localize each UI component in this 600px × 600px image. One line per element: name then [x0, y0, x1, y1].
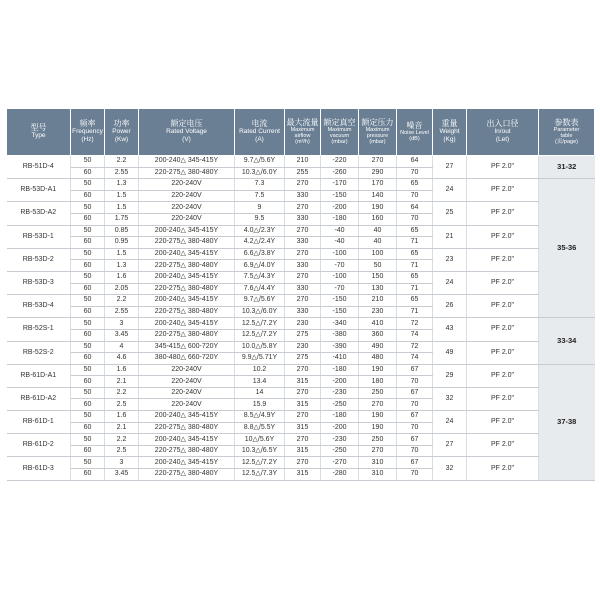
cell-current: 6.6△/3.8Y — [235, 248, 285, 260]
cell-current: 14 — [235, 387, 285, 399]
cell-noise: 70 — [397, 213, 433, 225]
cell-vacuum: -270 — [321, 457, 359, 469]
cell-inout: PF 2.0" — [467, 457, 539, 480]
cell-pressure: 190 — [359, 364, 397, 376]
cell-noise: 70 — [397, 422, 433, 434]
cell-pressure: 410 — [359, 318, 397, 330]
cell-pressure: 250 — [359, 434, 397, 446]
cell-power: 1.6 — [105, 411, 139, 423]
table-row — [7, 202, 595, 214]
cell-voltage: 220-275△ 380-480Y — [139, 469, 235, 481]
cell-frequency: 50 — [71, 248, 105, 260]
cell-airflow: 330 — [285, 190, 321, 202]
cell-airflow: 330 — [285, 306, 321, 318]
cell-weight: 24 — [433, 411, 467, 434]
cell-pressure: 290 — [359, 167, 397, 179]
cell-airflow: 315 — [285, 445, 321, 457]
cell-vacuum: -410 — [321, 353, 359, 365]
cell-pressure: 190 — [359, 411, 397, 423]
cell-power: 1.5 — [105, 190, 139, 202]
cell-frequency: 60 — [71, 329, 105, 341]
cell-noise: 70 — [397, 190, 433, 202]
cell-vacuum: -100 — [321, 248, 359, 260]
cell-airflow: 270 — [285, 434, 321, 446]
cell-current: 4.0△/2.3Y — [235, 225, 285, 237]
cell-power: 2.2 — [105, 156, 139, 168]
cell-frequency: 50 — [71, 202, 105, 214]
cell-airflow: 210 — [285, 156, 321, 168]
cell-type: RB-61D-1 — [7, 411, 71, 434]
cell-voltage: 220-275△ 380-480Y — [139, 283, 235, 295]
table-row — [7, 387, 595, 399]
cell-power: 3.45 — [105, 469, 139, 481]
cell-inout: PF 2.0" — [467, 202, 539, 225]
cell-noise: 67 — [397, 387, 433, 399]
cell-pressure: 40 — [359, 237, 397, 249]
cell-pressure: 480 — [359, 353, 397, 365]
cell-type: RB-52S-2 — [7, 341, 71, 364]
cell-voltage: 200-240△ 345-415Y — [139, 225, 235, 237]
cell-weight: 24 — [433, 271, 467, 294]
cell-noise: 71 — [397, 306, 433, 318]
cell-vacuum: -260 — [321, 167, 359, 179]
cell-weight: 23 — [433, 248, 467, 271]
cell-inout: PF 2.0" — [467, 156, 539, 179]
cell-vacuum: -200 — [321, 422, 359, 434]
cell-pressure: 150 — [359, 271, 397, 283]
cell-inout: PF 2.0" — [467, 295, 539, 318]
cell-voltage: 200-240△ 345-415Y — [139, 457, 235, 469]
cell-frequency: 50 — [71, 318, 105, 330]
cell-pressure: 50 — [359, 260, 397, 272]
cell-current: 4.2△/2.4Y — [235, 237, 285, 249]
cell-airflow: 270 — [285, 271, 321, 283]
table-row — [7, 179, 595, 191]
cell-page: 33-34 — [539, 318, 595, 364]
cell-airflow: 270 — [285, 179, 321, 191]
cell-type: RB-53D-2 — [7, 248, 71, 271]
cell-power: 3 — [105, 457, 139, 469]
cell-power: 1.6 — [105, 364, 139, 376]
cell-voltage: 200-240△ 345-415Y — [139, 411, 235, 423]
cell-current: 10.3△/6.5Y — [235, 445, 285, 457]
cell-power: 2.5 — [105, 445, 139, 457]
cell-airflow: 315 — [285, 469, 321, 481]
cell-vacuum: -200 — [321, 202, 359, 214]
cell-voltage: 220-240V — [139, 364, 235, 376]
cell-pressure: 250 — [359, 387, 397, 399]
cell-airflow: 270 — [285, 457, 321, 469]
cell-pressure: 210 — [359, 295, 397, 307]
cell-frequency: 50 — [71, 225, 105, 237]
cell-current: 13.4 — [235, 376, 285, 388]
cell-voltage: 200-240△ 345-415Y — [139, 156, 235, 168]
cell-current: 7.5△/4.3Y — [235, 271, 285, 283]
cell-pressure: 160 — [359, 213, 397, 225]
cell-pressure: 270 — [359, 445, 397, 457]
cell-pressure: 180 — [359, 376, 397, 388]
cell-voltage: 220-240V — [139, 399, 235, 411]
cell-weight: 25 — [433, 202, 467, 225]
cell-airflow: 275 — [285, 329, 321, 341]
cell-vacuum: -150 — [321, 190, 359, 202]
cell-type: RB-61D-A1 — [7, 364, 71, 387]
cell-vacuum: -170 — [321, 179, 359, 191]
header-current: 电流 Rated Current (A) — [235, 109, 285, 156]
cell-type: RB-61D-A2 — [7, 387, 71, 410]
cell-vacuum: -70 — [321, 283, 359, 295]
cell-weight: 32 — [433, 457, 467, 480]
spec-table-body — [7, 156, 595, 481]
cell-power: 1.5 — [105, 248, 139, 260]
cell-power: 2.55 — [105, 167, 139, 179]
header-noise: 噪音 Noise Level (dB) — [397, 109, 433, 156]
table-row — [7, 434, 595, 446]
cell-voltage: 220-275△ 380-480Y — [139, 306, 235, 318]
cell-vacuum: -180 — [321, 364, 359, 376]
cell-airflow: 330 — [285, 213, 321, 225]
cell-power: 0.85 — [105, 225, 139, 237]
cell-voltage: 220-240V — [139, 202, 235, 214]
cell-airflow: 330 — [285, 283, 321, 295]
cell-pressure: 310 — [359, 469, 397, 481]
cell-noise: 70 — [397, 376, 433, 388]
cell-inout: PF 2.0" — [467, 411, 539, 434]
cell-noise: 65 — [397, 225, 433, 237]
cell-current: 10.3△/6.0Y — [235, 306, 285, 318]
cell-noise: 64 — [397, 156, 433, 168]
cell-current: 10△/5.6Y — [235, 434, 285, 446]
table-row — [7, 295, 595, 307]
cell-noise: 74 — [397, 329, 433, 341]
cell-frequency: 60 — [71, 469, 105, 481]
cell-type: RB-61D-3 — [7, 457, 71, 480]
cell-power: 2.2 — [105, 387, 139, 399]
cell-noise: 67 — [397, 411, 433, 423]
cell-current: 9.9△/5.71Y — [235, 353, 285, 365]
cell-pressure: 360 — [359, 329, 397, 341]
cell-airflow: 270 — [285, 248, 321, 260]
cell-pressure: 100 — [359, 248, 397, 260]
cell-current: 9.7△/5.6Y — [235, 295, 285, 307]
cell-power: 1.75 — [105, 213, 139, 225]
cell-pressure: 190 — [359, 422, 397, 434]
table-row — [7, 341, 595, 353]
cell-current: 10.0△/5.8Y — [235, 341, 285, 353]
cell-type: RB-53D-A2 — [7, 202, 71, 225]
cell-current: 9.5 — [235, 213, 285, 225]
cell-noise: 70 — [397, 399, 433, 411]
cell-current: 7.6△/4.4Y — [235, 283, 285, 295]
header-power: 功率 Power (Kw) — [105, 109, 139, 156]
cell-current: 15.9 — [235, 399, 285, 411]
table-row — [7, 225, 595, 237]
cell-power: 2.2 — [105, 434, 139, 446]
spec-table — [6, 108, 595, 481]
cell-frequency: 60 — [71, 167, 105, 179]
cell-voltage: 200-240△ 345-415Y — [139, 248, 235, 260]
cell-frequency: 50 — [71, 271, 105, 283]
cell-page: 37-38 — [539, 364, 595, 480]
cell-voltage: 220-240V — [139, 376, 235, 388]
cell-power: 2.05 — [105, 283, 139, 295]
cell-vacuum: -250 — [321, 399, 359, 411]
cell-current: 12.5△/7.2Y — [235, 329, 285, 341]
cell-weight: 49 — [433, 341, 467, 364]
cell-vacuum: -380 — [321, 329, 359, 341]
cell-noise: 71 — [397, 260, 433, 272]
table-row — [7, 411, 595, 423]
cell-type: RB-53D-4 — [7, 295, 71, 318]
cell-power: 2.1 — [105, 376, 139, 388]
header-pressure: 额定压力 Maximum pressure (mbar) — [359, 109, 397, 156]
cell-noise: 65 — [397, 248, 433, 260]
header-inout: 出入口径 In/out (Let) — [467, 109, 539, 156]
cell-airflow: 315 — [285, 376, 321, 388]
cell-noise: 70 — [397, 167, 433, 179]
cell-vacuum: -100 — [321, 271, 359, 283]
cell-noise: 74 — [397, 353, 433, 365]
cell-page: 31-32 — [539, 156, 595, 179]
cell-type: RB-52S-1 — [7, 318, 71, 341]
cell-voltage: 200-240△ 345-415Y — [139, 318, 235, 330]
header-vacuum: 额定真空 Maximum vacuum (mbar) — [321, 109, 359, 156]
cell-noise: 70 — [397, 469, 433, 481]
cell-inout: PF 2.0" — [467, 387, 539, 410]
cell-pressure: 270 — [359, 156, 397, 168]
cell-type: RB-53D-1 — [7, 225, 71, 248]
cell-frequency: 50 — [71, 295, 105, 307]
cell-voltage: 200-240△ 345-415Y — [139, 271, 235, 283]
cell-vacuum: -230 — [321, 434, 359, 446]
cell-noise: 70 — [397, 445, 433, 457]
cell-voltage: 220-275△ 380-480Y — [139, 237, 235, 249]
cell-voltage: 345-415△ 600-720Y — [139, 341, 235, 353]
cell-pressure: 490 — [359, 341, 397, 353]
cell-current: 12.5△/7.2Y — [235, 318, 285, 330]
cell-frequency: 60 — [71, 190, 105, 202]
cell-power: 2.1 — [105, 422, 139, 434]
cell-inout: PF 2.0" — [467, 179, 539, 202]
cell-inout: PF 2.0" — [467, 271, 539, 294]
cell-inout: PF 2.0" — [467, 364, 539, 387]
cell-noise: 72 — [397, 318, 433, 330]
cell-airflow: 270 — [285, 295, 321, 307]
cell-weight: 29 — [433, 364, 467, 387]
cell-weight: 27 — [433, 434, 467, 457]
cell-noise: 71 — [397, 283, 433, 295]
cell-weight: 27 — [433, 156, 467, 179]
cell-vacuum: -40 — [321, 237, 359, 249]
cell-power: 2.2 — [105, 295, 139, 307]
cell-airflow: 255 — [285, 167, 321, 179]
cell-pressure: 270 — [359, 399, 397, 411]
cell-frequency: 50 — [71, 364, 105, 376]
cell-noise: 67 — [397, 434, 433, 446]
cell-inout: PF 2.0" — [467, 225, 539, 248]
cell-airflow: 230 — [285, 341, 321, 353]
cell-power: 1.5 — [105, 202, 139, 214]
table-row — [7, 457, 595, 469]
cell-type: RB-51D-4 — [7, 156, 71, 179]
cell-current: 12.5△/7.2Y — [235, 457, 285, 469]
cell-inout: PF 2.0" — [467, 434, 539, 457]
header-row — [7, 109, 595, 156]
cell-current: 8.8△/5.5Y — [235, 422, 285, 434]
cell-voltage: 220-275△ 380-480Y — [139, 422, 235, 434]
table-row — [7, 156, 595, 168]
cell-frequency: 50 — [71, 411, 105, 423]
cell-power: 4 — [105, 341, 139, 353]
cell-pressure: 130 — [359, 283, 397, 295]
cell-current: 7.3 — [235, 179, 285, 191]
cell-airflow: 270 — [285, 387, 321, 399]
header-voltage: 额定电压 Rated Voltage (V) — [139, 109, 235, 156]
cell-inout: PF 2.0" — [467, 248, 539, 271]
cell-noise: 72 — [397, 341, 433, 353]
cell-weight: 32 — [433, 387, 467, 410]
cell-power: 1.3 — [105, 260, 139, 272]
cell-current: 10.2 — [235, 364, 285, 376]
cell-inout: PF 2.0" — [467, 318, 539, 341]
cell-frequency: 60 — [71, 376, 105, 388]
cell-frequency: 60 — [71, 237, 105, 249]
cell-current: 9 — [235, 202, 285, 214]
cell-airflow: 270 — [285, 225, 321, 237]
cell-voltage: 200-240△ 345-415Y — [139, 434, 235, 446]
cell-vacuum: -250 — [321, 445, 359, 457]
cell-frequency: 60 — [71, 260, 105, 272]
cell-pressure: 310 — [359, 457, 397, 469]
cell-airflow: 275 — [285, 353, 321, 365]
cell-voltage: 220-240V — [139, 190, 235, 202]
cell-frequency: 50 — [71, 179, 105, 191]
cell-weight: 43 — [433, 318, 467, 341]
cell-vacuum: -150 — [321, 306, 359, 318]
cell-power: 3 — [105, 318, 139, 330]
cell-page: 35-36 — [539, 179, 595, 318]
table-row — [7, 318, 595, 330]
cell-noise: 64 — [397, 202, 433, 214]
cell-power: 3.45 — [105, 329, 139, 341]
cell-vacuum: -180 — [321, 213, 359, 225]
table-row — [7, 248, 595, 260]
cell-frequency: 50 — [71, 457, 105, 469]
table-row — [7, 271, 595, 283]
cell-type: RB-61D-2 — [7, 434, 71, 457]
cell-frequency: 50 — [71, 387, 105, 399]
cell-airflow: 270 — [285, 364, 321, 376]
cell-vacuum: -40 — [321, 225, 359, 237]
cell-vacuum: -340 — [321, 318, 359, 330]
cell-noise: 65 — [397, 295, 433, 307]
cell-voltage: 220-275△ 380-480Y — [139, 445, 235, 457]
cell-frequency: 60 — [71, 306, 105, 318]
table-row — [7, 364, 595, 376]
cell-voltage: 220-275△ 380-480Y — [139, 329, 235, 341]
cell-vacuum: -70 — [321, 260, 359, 272]
cell-vacuum: -220 — [321, 156, 359, 168]
cell-noise: 65 — [397, 271, 433, 283]
cell-weight: 21 — [433, 225, 467, 248]
cell-current: 8.5△/4.9Y — [235, 411, 285, 423]
cell-frequency: 60 — [71, 283, 105, 295]
cell-inout: PF 2.0" — [467, 341, 539, 364]
cell-voltage: 200-240△ 345-415Y — [139, 295, 235, 307]
cell-vacuum: -390 — [321, 341, 359, 353]
cell-current: 6.9△/4.0Y — [235, 260, 285, 272]
cell-voltage: 220-240V — [139, 387, 235, 399]
cell-power: 4.6 — [105, 353, 139, 365]
cell-frequency: 50 — [71, 156, 105, 168]
cell-airflow: 270 — [285, 411, 321, 423]
cell-frequency: 50 — [71, 341, 105, 353]
cell-type: RB-53D-A1 — [7, 179, 71, 202]
cell-power: 1.3 — [105, 179, 139, 191]
cell-noise: 71 — [397, 237, 433, 249]
cell-airflow: 315 — [285, 399, 321, 411]
cell-voltage: 220-275△ 380-480Y — [139, 260, 235, 272]
cell-vacuum: -200 — [321, 376, 359, 388]
cell-current: 12.5△/7.3Y — [235, 469, 285, 481]
cell-noise: 67 — [397, 457, 433, 469]
cell-pressure: 40 — [359, 225, 397, 237]
cell-frequency: 60 — [71, 445, 105, 457]
cell-frequency: 50 — [71, 434, 105, 446]
cell-pressure: 140 — [359, 190, 397, 202]
header-page: 参数表 Parameter table (页/page) — [539, 109, 595, 156]
cell-airflow: 330 — [285, 237, 321, 249]
cell-power: 1.6 — [105, 271, 139, 283]
cell-airflow: 270 — [285, 202, 321, 214]
header-frequency: 频率 Frequency (Hz) — [71, 109, 105, 156]
cell-voltage: 380-480△ 660-720Y — [139, 353, 235, 365]
cell-frequency: 60 — [71, 353, 105, 365]
cell-pressure: 170 — [359, 179, 397, 191]
cell-pressure: 190 — [359, 202, 397, 214]
cell-power: 0.95 — [105, 237, 139, 249]
cell-voltage: 220-275△ 380-480Y — [139, 167, 235, 179]
cell-voltage: 220-240V — [139, 213, 235, 225]
cell-airflow: 330 — [285, 260, 321, 272]
header-airflow: 最大流量 Maximum airflow (m³/h) — [285, 109, 321, 156]
cell-power: 2.55 — [105, 306, 139, 318]
cell-noise: 65 — [397, 179, 433, 191]
cell-noise: 67 — [397, 364, 433, 376]
cell-vacuum: -150 — [321, 295, 359, 307]
cell-weight: 26 — [433, 295, 467, 318]
cell-airflow: 315 — [285, 422, 321, 434]
cell-current: 7.5 — [235, 190, 285, 202]
cell-voltage: 220-240V — [139, 179, 235, 191]
cell-frequency: 60 — [71, 399, 105, 411]
cell-vacuum: -180 — [321, 411, 359, 423]
cell-airflow: 230 — [285, 318, 321, 330]
cell-frequency: 60 — [71, 422, 105, 434]
cell-weight: 24 — [433, 179, 467, 202]
cell-power: 2.5 — [105, 399, 139, 411]
cell-type: RB-53D-3 — [7, 271, 71, 294]
cell-frequency: 60 — [71, 213, 105, 225]
cell-vacuum: -230 — [321, 387, 359, 399]
header-weight: 重量 Weight (Kg) — [433, 109, 467, 156]
cell-vacuum: -280 — [321, 469, 359, 481]
cell-pressure: 230 — [359, 306, 397, 318]
cell-current: 9.7△/5.6Y — [235, 156, 285, 168]
header-type: 型号 Type — [7, 109, 71, 156]
cell-current: 10.3△/6.0Y — [235, 167, 285, 179]
